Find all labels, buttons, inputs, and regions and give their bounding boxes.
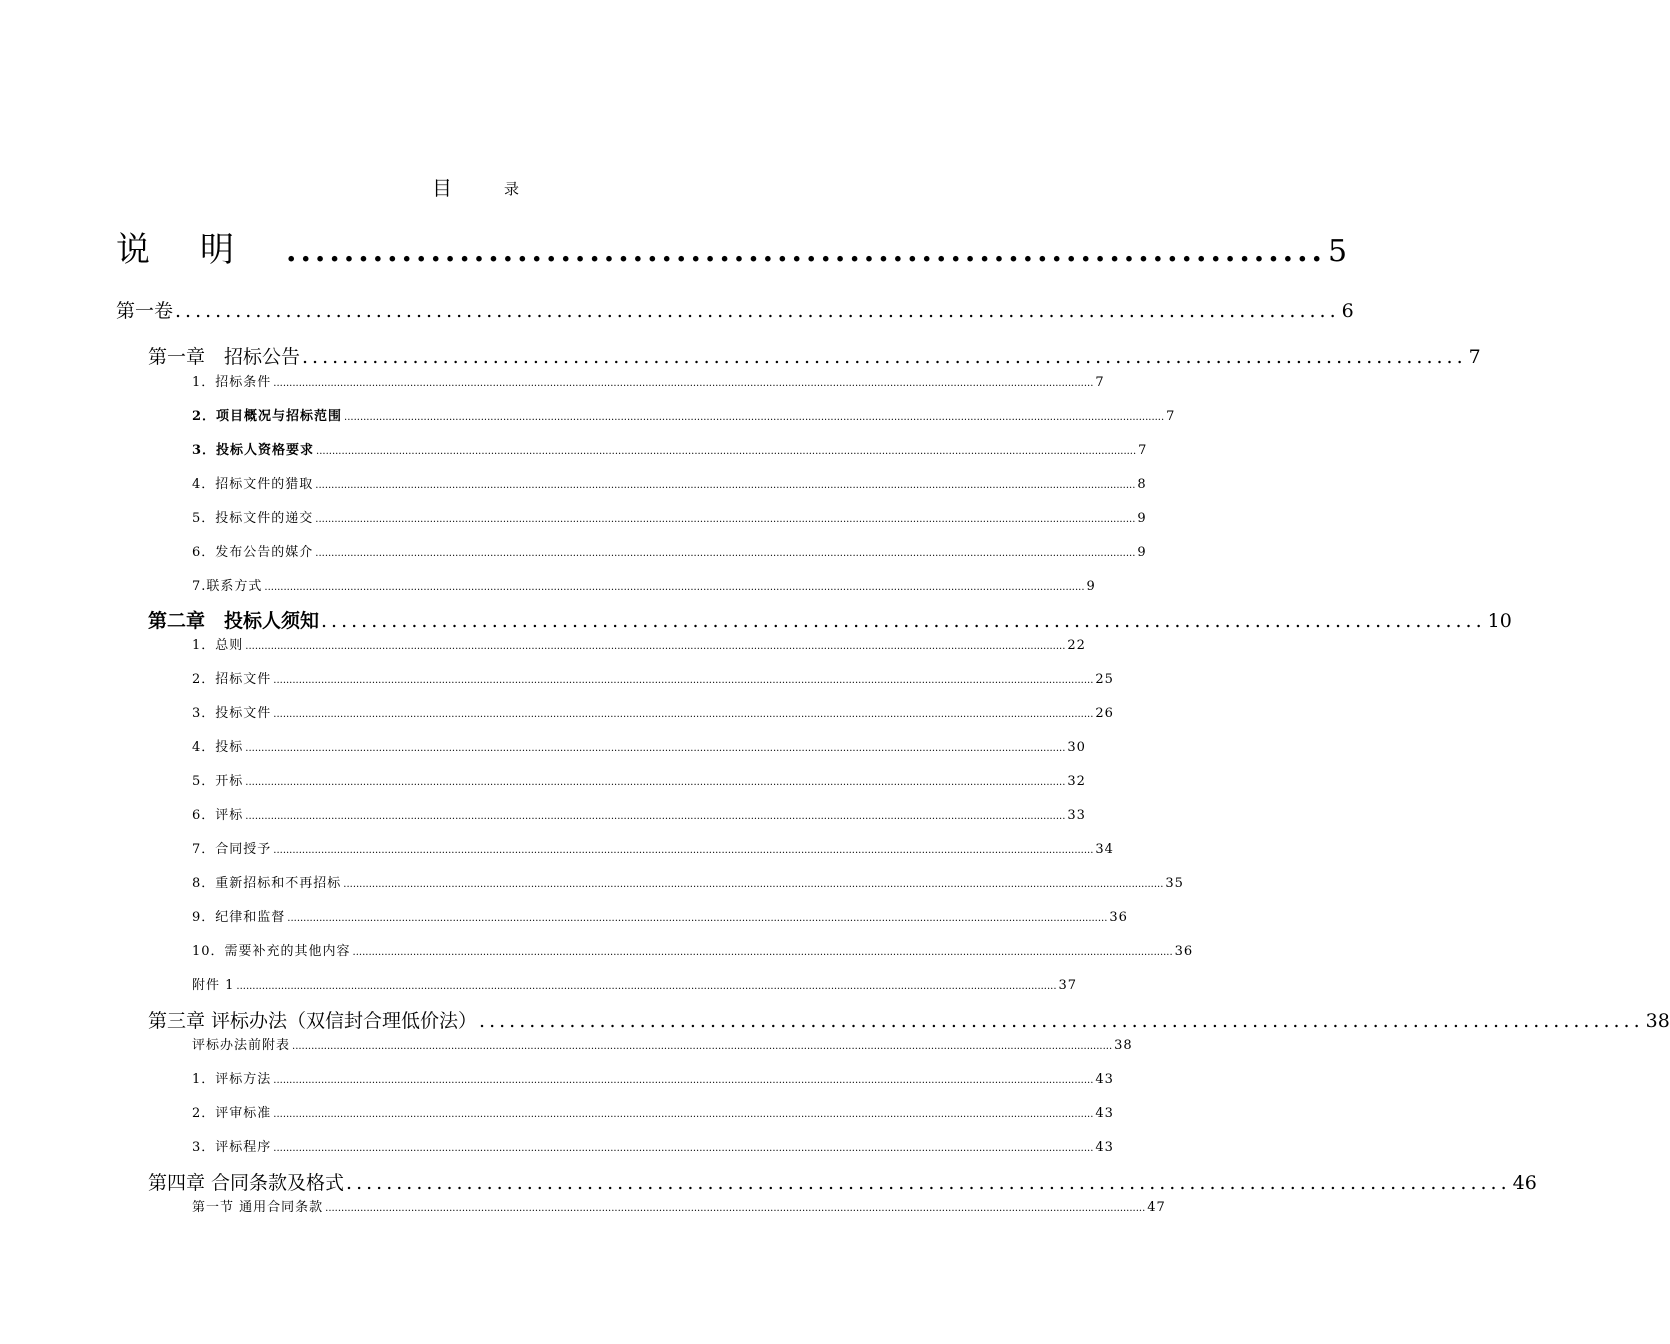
dot-leader: .................................................................................................................................................................................................................................................................. — [273, 1143, 1094, 1154]
toc-item[interactable] — [192, 668, 1114, 687]
toc-item-page: 32 — [1067, 774, 1086, 789]
toc-item-label: 5．开标 — [192, 774, 244, 789]
toc-item-label: 1．总则 — [192, 638, 244, 653]
toc-entry-chapter-1[interactable] — [148, 342, 1481, 369]
toc-item-label: 附件 1 — [192, 978, 235, 993]
toc-item-page: 43 — [1095, 1106, 1114, 1121]
toc-item-label: 7．合同授予 — [192, 842, 272, 857]
dot-leader: .................................................................................................................................................................................................................................................................. — [245, 743, 1066, 754]
toc-entry-label: 第二章 投标人须知 — [148, 610, 320, 632]
dot-leader: .................................................................................................................................................................................................................................................................. — [344, 412, 1165, 423]
toc-item[interactable] — [192, 1196, 1166, 1215]
toc-item-label: 3．投标人资格要求 — [192, 443, 315, 458]
dot-leader: .................................................................................................................................................................................................................................................................. — [273, 1109, 1094, 1120]
toc-entry-label: 第一章 招标公告 — [148, 346, 301, 368]
dot-leader: .................................................................................................................................................................................................................................................................. — [315, 548, 1136, 559]
dot-leader: .................................................................................................................................................................................................................................................................. — [245, 641, 1066, 652]
toc-entry-chapter-4[interactable] — [148, 1168, 1537, 1195]
toc-item-page: 47 — [1147, 1200, 1166, 1215]
toc-item-page: 26 — [1095, 706, 1114, 721]
toc-item-page: 33 — [1067, 808, 1086, 823]
toc-item-label: 1．招标条件 — [192, 375, 272, 390]
toc-item-page: 22 — [1067, 638, 1086, 653]
toc-entry-label: 第四章 合同条款及格式 — [148, 1172, 345, 1194]
toc-item-page: 9 — [1137, 545, 1147, 560]
toc-item[interactable] — [192, 1102, 1114, 1121]
dot-leader: .................................................................................................................................................................................................................................................................. — [352, 947, 1173, 958]
toc-item[interactable] — [192, 736, 1086, 755]
dot-leader: .................................................................................................................................................................................................................................................................. — [315, 480, 1136, 491]
dot-leader: .................................................................................................................................................................................................................................................................. — [315, 514, 1136, 525]
dot-leader: .................................................................................................................................................................................................................................................................. — [264, 582, 1085, 593]
toc-item-page: 43 — [1095, 1140, 1114, 1155]
dot-leader: .................................................................................................................... — [302, 346, 1467, 368]
toc-entry-page: 5 — [1328, 234, 1348, 269]
toc-item-page: 36 — [1174, 944, 1194, 959]
dot-leader: .................................................................................................................... — [175, 300, 1340, 322]
dot-leader: .................................................................................................................................................................................................................................................................. — [273, 1075, 1094, 1086]
dot-leader: ........................................................................ — [286, 234, 1326, 269]
toc-item[interactable] — [192, 770, 1086, 789]
toc-item-page: 34 — [1095, 842, 1114, 857]
toc-item-label: 8．重新招标和不再招标 — [192, 876, 342, 891]
toc-item[interactable] — [192, 371, 1105, 390]
toc-entry-page: 10 — [1487, 610, 1512, 632]
dot-leader: .................................................................................................................................................................................................................................................................. — [245, 777, 1066, 788]
dot-leader: .................................................................................................................................................................................................................................................................. — [236, 981, 1057, 992]
toc-item-label: 1．评标方法 — [192, 1072, 272, 1087]
dot-leader: .................................................................................................................... — [346, 1172, 1511, 1194]
toc-entry-label: 第三章 评标办法（双信封合理低价法） — [148, 1010, 478, 1032]
toc-entry-intro[interactable] — [116, 222, 1348, 271]
toc-item[interactable] — [192, 1068, 1114, 1087]
dot-leader: .................................................................................................................................................................................................................................................................. — [287, 913, 1108, 924]
toc-item[interactable] — [192, 940, 1194, 959]
toc-item-label: 2．招标文件 — [192, 672, 272, 687]
dot-leader: .................................................................................................................................................................................................................................................................. — [273, 709, 1094, 720]
dot-leader: .................................................................................................................................................................................................................................................................. — [292, 1041, 1113, 1052]
toc-item[interactable] — [192, 872, 1184, 891]
toc-item[interactable] — [192, 405, 1176, 424]
toc-item-label: 6．评标 — [192, 808, 244, 823]
toc-title-char-2: 录 — [504, 180, 520, 198]
dot-leader: .................................................................................................................................................................................................................................................................. — [273, 845, 1094, 856]
toc-item-label: 5．投标文件的递交 — [192, 511, 314, 526]
toc-item-label: 2．评审标准 — [192, 1106, 272, 1121]
toc-item-label: 4．投标 — [192, 740, 244, 755]
toc-item[interactable] — [192, 634, 1086, 653]
toc-item[interactable] — [192, 974, 1078, 993]
toc-item-label: 3．评标程序 — [192, 1140, 272, 1155]
toc-item-page: 8 — [1137, 477, 1147, 492]
toc-item-page: 9 — [1137, 511, 1147, 526]
toc-item-page: 7 — [1166, 409, 1176, 424]
toc-item-label: 第一节 通用合同条款 — [192, 1200, 324, 1215]
toc-item[interactable] — [192, 906, 1128, 925]
toc-entry-label: 第一卷 — [116, 300, 174, 322]
toc-title-char-1: 目 — [432, 176, 452, 200]
toc-entry-label: 说明 — [116, 230, 284, 270]
toc-item-label: 2．项目概况与招标范围 — [192, 409, 343, 424]
toc-item-label: 6．发布公告的媒介 — [192, 545, 314, 560]
dot-leader: .................................................................................................................... — [321, 610, 1486, 632]
toc-item-page: 7 — [1138, 443, 1148, 458]
dot-leader: .................................................................................................................................................................................................................................................................. — [245, 811, 1066, 822]
toc-item-label: 3．投标文件 — [192, 706, 272, 721]
toc-entry-chapter-2[interactable] — [148, 606, 1512, 633]
toc-item-page: 37 — [1058, 978, 1078, 993]
toc-item[interactable] — [192, 575, 1096, 594]
toc-item-page: 36 — [1109, 910, 1128, 925]
toc-entry-page: 7 — [1468, 346, 1481, 368]
toc-item-page: 43 — [1095, 1072, 1114, 1087]
dot-leader: .................................................................................................................................................................................................................................................................. — [343, 879, 1164, 890]
toc-item[interactable] — [192, 507, 1147, 526]
toc-entry-page: 46 — [1512, 1172, 1537, 1194]
toc-item-label: 7.联系方式 — [192, 579, 263, 594]
toc-entry-page: 38 — [1645, 1010, 1670, 1032]
toc-item[interactable] — [192, 838, 1114, 857]
toc-item-page: 7 — [1095, 375, 1105, 390]
toc-item-label: 4．招标文件的猎取 — [192, 477, 314, 492]
toc-item[interactable] — [192, 541, 1147, 560]
dot-leader: .................................................................................................................... — [479, 1010, 1644, 1032]
toc-item-page: 35 — [1165, 876, 1184, 891]
toc-item-page: 25 — [1095, 672, 1114, 687]
dot-leader: .................................................................................................................................................................................................................................................................. — [273, 378, 1094, 389]
toc-entry-volume-1[interactable] — [116, 296, 1354, 323]
toc-item[interactable] — [192, 473, 1147, 492]
toc-item-label: 9．纪律和监督 — [192, 910, 286, 925]
dot-leader: .................................................................................................................................................................................................................................................................. — [273, 675, 1094, 686]
toc-item[interactable] — [192, 1136, 1114, 1155]
toc-item-page: 9 — [1086, 579, 1096, 594]
toc-item-label: 评标办法前附表 — [192, 1038, 291, 1053]
toc-entry-page: 6 — [1341, 300, 1354, 322]
dot-leader: .................................................................................................................................................................................................................................................................. — [316, 446, 1137, 457]
toc-item-label: 10．需要补充的其他内容 — [192, 944, 351, 959]
toc-item[interactable] — [192, 804, 1086, 823]
toc-item-page: 38 — [1114, 1038, 1133, 1053]
dot-leader: .................................................................................................................................................................................................................................................................. — [325, 1203, 1146, 1214]
toc-item[interactable] — [192, 439, 1148, 458]
toc-item-page: 30 — [1067, 740, 1086, 755]
toc-item[interactable] — [192, 1034, 1133, 1053]
toc-title — [0, 172, 950, 202]
toc-entry-chapter-3[interactable] — [148, 1006, 1670, 1033]
toc-item[interactable] — [192, 702, 1114, 721]
